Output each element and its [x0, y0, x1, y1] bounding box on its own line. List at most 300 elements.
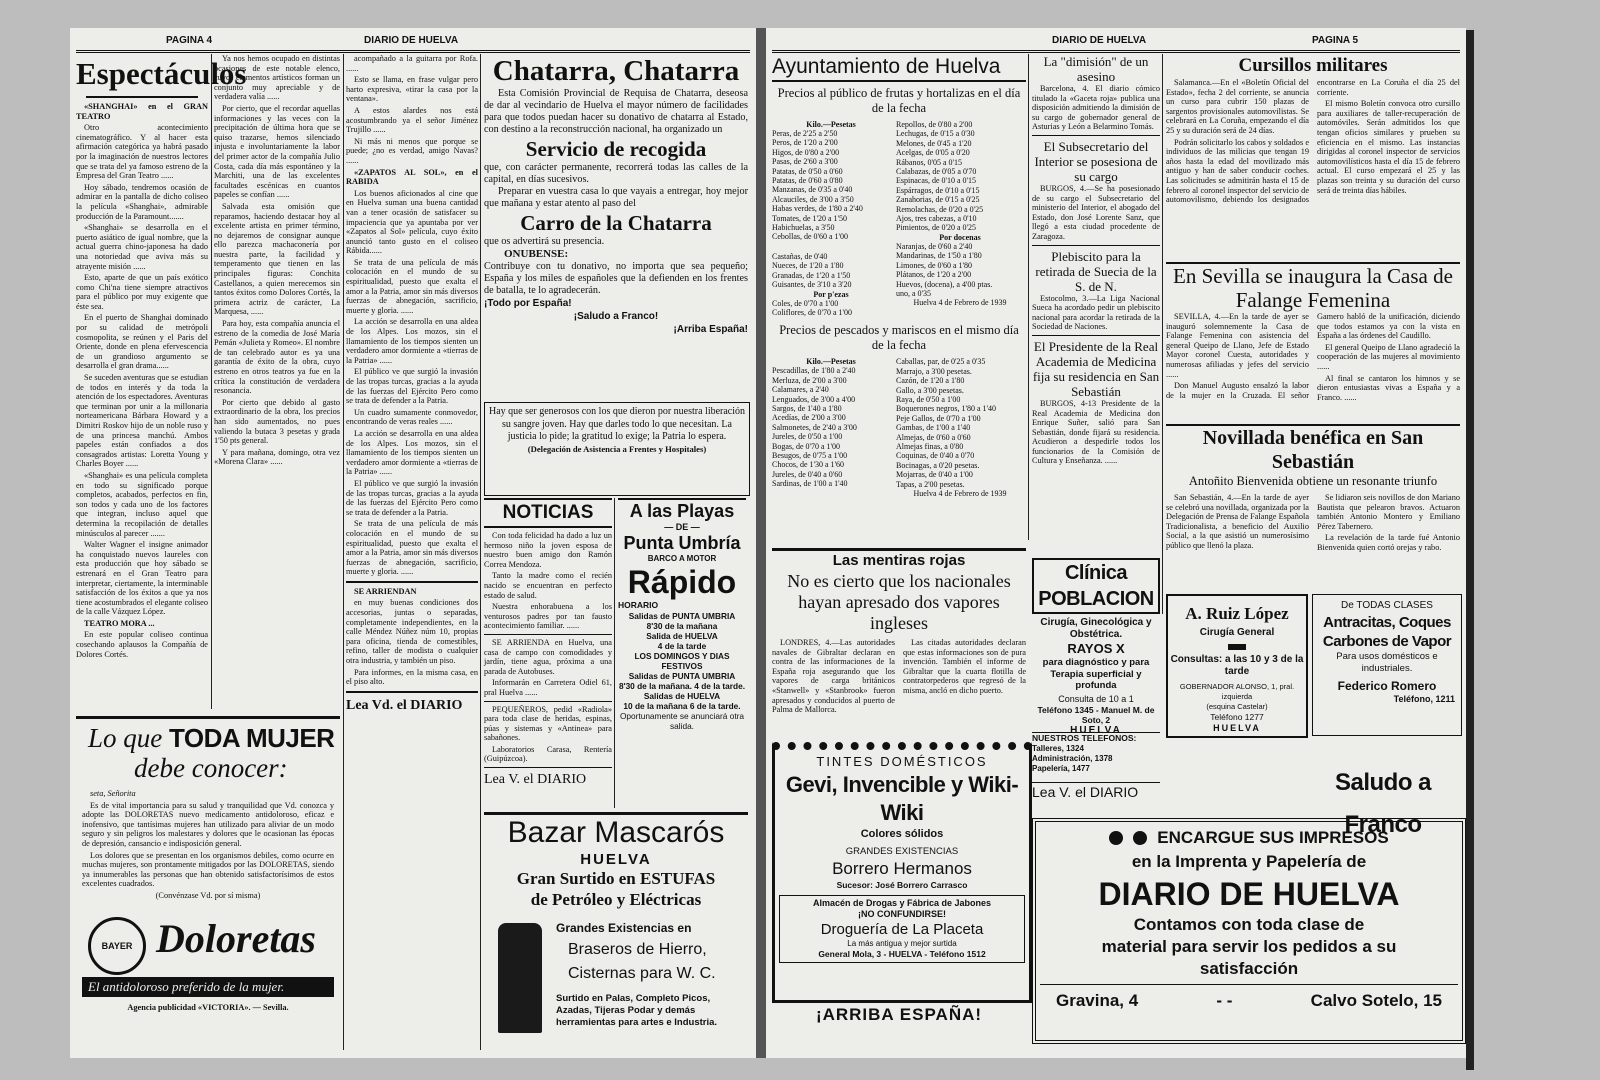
- noticias-paragraph: Laboratorios Carasa, Rentería (Guipúzcoa).: [484, 744, 612, 764]
- novillada-paragraph: La revelación de la tarde fué Antonio Bienvenida quien cortó orejas y rabo.: [1317, 533, 1460, 552]
- col3-paragraph: en muy buenas condiciones dos accesorias, juntas o separadas, completamente independientes, en la calle Méndez Núñez núm 10, propias para oficina, tienda de comestibles, refino, taller de modista o cualquier otra industria, y también un piso.: [346, 598, 478, 666]
- playas-de: — DE —: [664, 522, 700, 532]
- esp-paragraph: «Shanghai» se desarrolla en el puerto asiático de igual nombre, que la actual guerra chino-japonesa ha dado una notoriedad que aviva más su atrayente misión ......: [76, 223, 208, 271]
- esp-paragraph: En el puerto de Shanghai dominado por su calidad de metrópoli cosmopolita, se reúnen y el Paris del Oriente, donde en plena efervescencia de un grandioso argumento se desarrolla el gran drama......: [76, 313, 208, 371]
- ad-paragraph: Es de vital importancia para su salud y tranquilidad que Vd. conozca y adopte las DOLORETAS nuevo medicamento antidoloroso, eficaz e inofensivo, que tantísimas mujeres han utilizado para aliviar de un modo seguro y sin peligros los malestares y dolores que le ocasionan las épocas de depresión, cansancio e indisposición general.: [82, 800, 334, 848]
- price-row: Besugos, de 0'75 a 1'00: [772, 450, 848, 460]
- mas-antigua: La más antigua y mejor surtida: [847, 939, 957, 948]
- clinica-line: para diagnóstico y para Terapia superficial y profunda: [1042, 657, 1150, 691]
- clinica-ad: [1032, 558, 1160, 736]
- ayuntamiento-prices: [772, 54, 1026, 540]
- price-row: Acedías, de 2'00 a 3'00: [772, 413, 846, 423]
- frutas-left-list: [772, 129, 890, 242]
- esp-paragraph: Salvada esta omisión que reparamos, haciendo destacar hoy al excelente artista en primer término, no dejaremos de consignar aunque ello parezca machaconería por nuestra parte, la facilidad y temperamento que tienen en las principales figuras: Conchita Castellanos, a quien merecemos sin tantos éxitos como Dolores Cortés, la primera actriz de carácter, La Marquesa, ......: [214, 201, 340, 317]
- clinica-line: Teléfono 1345 - Manuel M. de Soto, 2: [1037, 704, 1155, 725]
- frutas-col-left: [772, 120, 890, 317]
- price-row: uno, a 0'35: [896, 288, 931, 298]
- cursillos-body: [1166, 78, 1460, 205]
- noticias-paragraph: Nuestra enhorabuena a los venturosos padres por tan fausto acontecimiento familiar. ......: [484, 602, 612, 631]
- antracitas-ad: [1312, 594, 1462, 736]
- esp-paragraph: Esto, aparte de que un país exótico como Chi'na tiene siempre atractivos para el público por muy exigente que éste sea.: [76, 273, 208, 311]
- price-row: Habichuelas, a 3'50: [772, 223, 835, 233]
- lea-diario: Lea Vd. el DIARIO: [346, 697, 463, 713]
- frutas-title: Precios al público de frutas y hortalizas en el día de la fecha: [777, 86, 1021, 115]
- bazar-city: HUELVA: [580, 851, 652, 868]
- noticias-column: [484, 498, 612, 810]
- price-row: Peje Gallos, de 0'70 a 1'00: [896, 413, 981, 423]
- zapatos-head: «ZAPATOS AL SOL», en el RABIDA: [346, 167, 478, 187]
- mentiras-title: Las mentiras rojas: [832, 552, 966, 569]
- carro-heading: Carro de la Chatarra: [520, 211, 712, 235]
- column-rule: [614, 498, 615, 808]
- lea-diario: Lea V. el DIARIO: [484, 772, 587, 788]
- esp-paragraph: Y para mañana, domingo, otra vez «Morena Clara» ......: [214, 447, 340, 467]
- impresos-name: DIARIO DE HUELVA: [1098, 876, 1400, 912]
- novillada-paragraph: San Sebastián, 4.—En la tarde de ayer se celebró una novillada, organizada por la Delegación de Prensa de Falange Española Tradicionalista, a beneficio del Auxilio Social, a la que asistió un numerosísimo público que llenó la plaza.: [1166, 493, 1309, 550]
- price-row: Mojarras, de 0'40 a 1'00: [896, 470, 973, 480]
- price-row: Naranjas, de 0'60 a 2'40: [896, 241, 973, 251]
- pescados-title: Precios de pescados y mariscos en el mismo día de la fecha: [779, 323, 1019, 353]
- ad-greeting: seta, Señorita: [90, 789, 136, 798]
- novillada-subtitle: Antoñito Bienvenida obtiene un resonante triunfo: [1188, 474, 1438, 488]
- doloretas-ad: [76, 716, 340, 1053]
- horario-line: Salidas de HUELVA: [643, 691, 721, 701]
- ad-tagline: El antidoloroso preferido de la mujer.: [82, 977, 334, 997]
- noticias-paragraph: PEQUEÑEROS, pedid «Radiola» para toda clase de heridas, espinas, púas y sistemas y «Antinea» para sabañones.: [484, 704, 612, 743]
- col3-paragraph: El público ve que surgió la invasión de las tropas turcas, gracias a la ayuda de las fuerzas del Ejército Pero como se trata de defender a la Patria.: [346, 478, 478, 517]
- arriba-espana: ¡ARRIBA ESPAÑA!: [815, 1005, 983, 1024]
- sevilla-title: En Sevilla se inaugura la Casa de Falange Femenina: [1173, 264, 1453, 312]
- price-row: Bocinagas, a 0'20 pesetas.: [896, 460, 980, 470]
- scan-left-margin: [0, 0, 70, 1080]
- bayer-cross-logo: [88, 917, 146, 975]
- column-rule: [1028, 54, 1029, 540]
- tintes-ad: [772, 742, 1032, 1003]
- playas-title: A las Playas: [629, 501, 735, 521]
- ad-agency: Agencia publicidad «VICTORIA». — Sevilla.: [127, 1003, 289, 1012]
- price-row: Coquinas, de 0'40 a 0'70: [896, 451, 975, 461]
- price-row: Gambas, de 1'00 a 1'40: [896, 423, 971, 433]
- column-rule: [211, 54, 212, 709]
- col3-paragraph: A estos alardes nos está acostumbrando ya el señor Jiménez Trujillo ......: [346, 105, 478, 135]
- price-row: Boquerones negros, 1'80 a 1'40: [896, 404, 996, 414]
- ruiz-lopez-ad: [1166, 594, 1308, 738]
- generosos-signature: (Delegación de Asistencia a Frentes y Hospitales): [527, 443, 707, 454]
- espectaculos-column: [76, 54, 247, 709]
- ruiz-city: HUELVA: [1213, 723, 1261, 733]
- rule: [1032, 335, 1160, 336]
- esp-paragraph: Por cierto que debido al gasto extraordinario de la obra, los precios han sido aumentados, no pues valiendo la butaca 3 pesetas y grada 1'50 pts general.: [214, 397, 340, 446]
- dimision-body: Barcelona, 4. El diario cómico titulado la «Gaceta roja» publica una disposición admitiendo la dimisión de su cargo de gobernador general de Asturias y León a Belarmino Tomás.: [1032, 84, 1160, 132]
- price-row: Calabazas, de 0'05 a 0'70: [896, 167, 977, 177]
- impresos-address: [1040, 984, 1458, 1013]
- mentiras-paragraph: LONDRES, 4.—Las autoridades navales de Gibraltar declaran en contra de las informaciones de la España roja asegurando que los vapores de carga británicos «Stanwell» y «Stanbrook» fueron apresados y conducidos al puerto de Palma de Mallorca.: [772, 638, 895, 715]
- chatarra-notice: [484, 54, 748, 394]
- impresos-line3: Contamos con toda clase de: [1133, 915, 1365, 934]
- novillada-paragraph: Se lidiaron seis novillos de don Mariano Bautista que pelearon bravos. Actuaron también Antonio Montero y Emiliano Pérez Tabernero.: [1317, 493, 1460, 531]
- todo-por-espana: ¡Todo por España!: [484, 298, 572, 309]
- page-edge: [1466, 30, 1474, 1070]
- price-row: Peros, de 1'20 a 2'00: [772, 138, 838, 148]
- spacer: [772, 242, 890, 252]
- col3-paragraph: Esto se llama, en frase vulgar pero harto expresiva, «tirar la casa por la ventana».: [346, 75, 478, 104]
- price-row: Chocos, de 1'30 a 1'60: [772, 460, 844, 470]
- doloretas-brand: Doloretas: [156, 916, 316, 961]
- frutas-col-right: [896, 120, 1024, 317]
- tintes-brands: Gevi, Invencible y Wiki-Wiki: [785, 772, 1019, 825]
- sevilla-article: [1166, 262, 1460, 402]
- pescados-col-left: [772, 357, 890, 498]
- price-row: Sargos, de 1'40 a 1'80: [772, 403, 842, 413]
- rayos-x: RAYOS X: [1067, 641, 1125, 656]
- price-row: Peras, de 2'25 a 2'50: [772, 129, 838, 138]
- rule: [484, 767, 612, 768]
- docenas-head: Por docenas: [939, 232, 981, 242]
- price-row: Patatas, de 0'50 a 0'60: [772, 166, 843, 176]
- bazar-line: de Petróleo y Eléctricas: [530, 890, 702, 909]
- frutas-table: [772, 120, 1026, 317]
- bazar-title: Bazar Mascarós: [507, 816, 725, 849]
- ruiz-consultas: Consultas: a las 10 y 3 de la tarde: [1170, 654, 1304, 677]
- price-row: Almejas, de 0'60 a 0'60: [896, 432, 971, 442]
- col3-paragraph: Se trata de una película de más colocación en el mundo de su espiritualidad, puesto que exalta el amor a la Patria, amor sin más diversos fuerzas de abnegación, sacrificio, muerte y gloria. ......: [346, 257, 478, 315]
- antracitas-line: Para usos domésticos e industriales.: [1336, 651, 1438, 674]
- mentiras-paragraph: Las citadas autoridades declaran que estas informaciones son de pura invención. También el informe de Gibraltar que la cuarta flotilla de contratorpederos que regresó de la misma, ancló en dicho puerto.: [903, 638, 1026, 695]
- chatarra-body: Contribuye con tu donativo, no importa que sea pequeño; España y los miles de españoles que la defienden en los frentes de batalla, te lo agradecerán.: [484, 261, 748, 296]
- price-row: Higos, de 0'80 a 2'00: [772, 147, 840, 157]
- price-row: Huevos, (docena), a 4'00 ptas.: [896, 279, 993, 289]
- clinica-city: HUELVA: [1070, 724, 1122, 736]
- price-row: Salmonetes, de 2'40 a 3'00: [772, 422, 857, 432]
- price-row: Cazón, de 1'20 a 1'80: [896, 376, 965, 386]
- price-row: Remolachas, de 0'20 a 0'25: [896, 204, 984, 214]
- sevilla-paragraph: Al final se cantaron los himnos y se dieron entusiastas vivas a España y a Franco. ......: [1317, 373, 1460, 402]
- price-row: Coliflores, de 0'70 a 1'00: [772, 307, 852, 317]
- tintes-colores: Colores sólidos: [860, 828, 944, 840]
- noticias-title: NOTICIAS: [484, 500, 612, 528]
- left-page: [70, 28, 756, 1058]
- tintes-address: General Mola, 3 - HUELVA - Teléfono 1512: [818, 949, 986, 959]
- noticias-paragraph: Tanto la madre como el recién nacido se encuentran en perfecto estado de salud.: [484, 571, 612, 600]
- price-row: Acelgas, de 0'05 a 0'20: [896, 148, 970, 158]
- ayuntamiento-title: Ayuntamiento de Huelva: [772, 54, 1026, 82]
- sevilla-paragraph: Don Manuel Augusto ensalzó la labor de la mujer en la Cruzada. El señor Gamero habló de la unificación, diciendo que todos estamos ya con la vista en España a las órdenes del Caudillo.: [1166, 312, 1460, 400]
- espectaculos-column-2: [214, 54, 340, 709]
- frutas-right-list: [896, 120, 1024, 233]
- horario-line: 4 de la tarde: [657, 641, 707, 651]
- col3-paragraph: Ni más ni menos que porque se puede; ¿no es verdad, amigo Navas? ......: [346, 136, 478, 165]
- se-arriendan-head: SE ARRIENDAN: [354, 586, 417, 596]
- rule: [484, 701, 612, 702]
- bullet-icon: [1109, 831, 1123, 845]
- dimision-title: La "dimisión" de un asesino: [1043, 54, 1149, 84]
- cursillos-paragraph: El mismo Boletín convoca otro cursillo para auxiliares de taller-recuperación de automóviles. Serán admitidos los que tengan oficios similares y prueben su eficiencia en el mismo. Las instancias dirigidas al coronel inspector de servicios automovilísticos hasta el día 15 de febrero actual. El curso empezará el 25 y las plazas son treinta y su duración del curso será de treinta días hábiles.: [1317, 99, 1460, 195]
- ruiz-specialty: Cirugía General: [1199, 627, 1275, 638]
- clinica-line: Consulta de 10 a 1: [1058, 693, 1134, 704]
- horario: HORARIO: [618, 600, 659, 610]
- price-row: Merluza, de 2'00 a 3'00: [772, 375, 847, 385]
- column-rule: [480, 54, 481, 1050]
- bazar-ad: [484, 812, 748, 1045]
- telefono-line: Administración, 1378: [1032, 754, 1113, 763]
- price-row: Alcauciles, de 3'00 a 3'50: [772, 194, 854, 204]
- price-row: Almejas finas, a 0'80: [896, 441, 964, 451]
- right-page: [766, 28, 1466, 1058]
- page-label: PAGINA 5: [1312, 35, 1359, 46]
- price-row: Lechugas, de 0'15 a 0'30: [896, 129, 975, 139]
- col3-paragraph: El público ve que surgió la invasión de las tropas turcas, gracias a la ayuda de las fuerzas del Ejército Pero como se trata de defender a la Patria.: [346, 367, 478, 406]
- horario-line: 8'30 de la mañana. 4 de la tarde.: [618, 681, 746, 691]
- paper-name: DIARIO DE HUELVA: [1052, 35, 1147, 46]
- chatarra-body: Preparar en vuestra casa lo que vayais a entregar, hoy mejor que mañana y estar atento al paso del: [484, 186, 748, 209]
- antracitas-line: Antracitas, Coques: [1323, 614, 1451, 631]
- esp-paragraph: Walter Wagner el insigne animador ha conquistado nuevos laureles con esta producción que hoy sábado se estrenará en el Gran Teatro para interpretar, ciertamente, la interminable satisfacción de los éxitos a que ya nos tiene acostumbrados el elegante coliseo de la calle Vázquez López.: [76, 540, 208, 617]
- antracitas-name: Federico Romero: [1337, 679, 1437, 693]
- kilo-head: Kilo.—Pesetas: [806, 120, 856, 129]
- clinica-title: Clínica POBLACION: [1032, 558, 1160, 614]
- col3-paragraph: La acción se desarrolla en una aldea de los Alpes. Los mozos, sin el llamamiento de los tiempos sienten un verdadero amor dormiente a «tierras de la Patria» ......: [346, 428, 478, 477]
- ad-body: [76, 789, 340, 901]
- piezas-list: [772, 299, 890, 318]
- fecha: Huelva 4 de Febrero de 1939: [913, 298, 1007, 308]
- address-gravina: Gravina, 4: [1056, 991, 1139, 1010]
- presidente-title: El Presidente de la Real Academia de Medicina fija su residencia en San Sebastián: [1032, 338, 1160, 399]
- chatarra-body: que, con carácter permanente, recorrerá todas las calles de la capital, en días sucesivos.: [484, 162, 748, 185]
- telefonos-title: NUESTROS TELEFONOS:: [1032, 733, 1137, 743]
- rule: [1032, 245, 1160, 246]
- novillada-title: Novillada benéfica en San Sebastián: [1202, 427, 1424, 473]
- tintes-almacen: Almacén de Drogas y Fábrica de Jabones: [812, 898, 992, 908]
- sevilla-paragraph: SEVILLA, 4.—En la tarde de ayer se inauguró solemnemente la Casa de Falange Femenina con asistencia del general Queipo de Llano, Jefe de Estado Mayor coronel Cuesta, autoridades y numerosas afiliadas y jefes del servicio ......: [1166, 312, 1309, 379]
- drogueria-box: [779, 895, 1025, 963]
- address-calvo-sotelo: Calvo Sotelo, 15: [1310, 991, 1442, 1010]
- encargue-text: ENCARGUE SUS IMPRESOS: [1157, 828, 1389, 847]
- news-column-3: [346, 54, 478, 1044]
- ad-convenzase: (Convénzase Vd. por sí misma): [155, 890, 261, 900]
- price-row: Raya, de 0'50 a 1'00: [896, 394, 961, 404]
- novillada-article: [1166, 424, 1460, 588]
- right-header: [772, 32, 1460, 53]
- price-row: Mandarinas, de 1'50 a 1'80: [896, 251, 982, 261]
- plebiscito-title: Plebiscito para la retirada de Suecia de la S. de N.: [1035, 248, 1157, 294]
- title-rule: [86, 96, 198, 98]
- ad-paragraph: Los dolores que se presentan en los organismos debiles, como ocurre en muchas mujeres, son prontamente mitigados por las DOLORETAS, siendo ya innumerables las personas que han obtenido satisfactorísimos de estos excelentes cuadrados.: [82, 850, 334, 889]
- left-header: [76, 32, 750, 53]
- kilo-head: Kilo.—Pesetas: [806, 357, 856, 367]
- stove-illustration: [498, 923, 542, 1033]
- subsecretario-title: El Subsecretario del Interior se posesiona de su cargo: [1034, 138, 1158, 184]
- impresos-line4: material para servir los pedidos a su satisfacción: [1101, 937, 1397, 978]
- ruiz-name: A. Ruiz López: [1185, 604, 1289, 623]
- column-rule: [1162, 54, 1163, 614]
- price-row: Lenguados, de 3'00 a 4'00: [772, 394, 856, 404]
- barco-motor: BARCO A MOTOR: [647, 554, 717, 563]
- cursillos-paragraph: Podrán solicitarlo los cabos y soldados e individuos de las milicias que tengan 19 años hasta la edad del movilizado más antiguo y han de saber conducir coches. Las solicitudes se admitirán hasta el 15 de febrero al coronel inspector del servicio de automovilismo, debiendo los designados encontrarse en La Coruña el día 25 del corriente.: [1166, 78, 1460, 205]
- rule: [484, 634, 612, 635]
- col3-paragraph: La acción se desarrolla en una aldea de los Alpes. Los mozos, sin el llamamiento de los tiempos sienten un verdadero amor dormiente a «tierras de la Patria» ......: [346, 317, 478, 365]
- punta-umbria: Punta Umbría: [623, 533, 741, 553]
- sevilla-paragraph: El general Queipo de Llano agradeció la cooperación de las mujeres al movimiento ......: [1317, 342, 1460, 371]
- subsecretario-body: BURGOS, 4.—Se ha posesionado de su cargo el Subsecretario del ministerio del Interior, el abogado del Estado, don José Lorente Sanz, que llegó a esta ciudad procedente de Zaragoza.: [1032, 183, 1160, 241]
- price-row: Zanahorias, de 0'15 a 0'25: [896, 195, 980, 205]
- impresos-line1: [1040, 826, 1458, 850]
- price-row: Repollos, de 0'80 a 2'00: [896, 120, 973, 129]
- rule: [346, 581, 478, 583]
- price-row: Espinacas, de 0'10 a 0'15: [896, 176, 976, 186]
- piezas-head: Por p'ezas: [813, 289, 849, 299]
- antracitas-top: De TODAS CLASES: [1341, 600, 1433, 611]
- col3-paragraph: acompañado a la guitarra por Rofa. ......: [346, 54, 478, 73]
- cursillos-paragraph: Salamanca.—En el «Boletín Oficial del Estado», fecha 2 del corriente, se anuncia un curso para cubrir 150 plazas de sargentos provisionales automovilistas. Se celebrará en La Coruña, empezando el día 25 y su duración será de 24 días.: [1166, 78, 1309, 135]
- price-row: Jureles, de 0'50 a 1'00: [772, 432, 843, 442]
- price-row: Gallo, a 3'00 pesetas.: [896, 385, 964, 395]
- bullet-icon: [1133, 831, 1147, 845]
- sevilla-body: [1166, 312, 1460, 402]
- col3-paragraph: Para informes, en la misma casa, en el piso alto.: [346, 667, 478, 687]
- saludo-franco: Saludo a Franco: [1334, 769, 1432, 838]
- ruiz-divider: [1228, 644, 1246, 650]
- rule: [346, 691, 478, 693]
- price-row: Granadas, de 1'20 a 1'50: [772, 270, 851, 280]
- price-row: Pasas, de 2'60 a 3'00: [772, 157, 838, 167]
- price-row: Sardinas, de 1'00 a 1'40: [772, 479, 848, 489]
- pescados-col-right: [896, 357, 1024, 498]
- price-row: Cebollas, de 0'60 a 1'00: [772, 232, 848, 242]
- telefono-line: Papelería, 1477: [1032, 764, 1090, 773]
- horario-line: Salidas de PUNTA UMBRIA: [628, 611, 736, 621]
- price-row: Habas verdes, de 1'80 a 2'40: [772, 204, 863, 214]
- servicio-heading: Servicio de recogida: [525, 137, 707, 161]
- mentiras-headline: No es cierto que los nacionales hayan apresado dos vapores ingleses: [787, 571, 1011, 633]
- horario-line: 8'30 de la mañana: [646, 621, 718, 631]
- antracitas-line: Carbones de Vapor: [1322, 633, 1452, 650]
- horario-line: 10 de la mañana 6 de la tarde.: [623, 701, 741, 711]
- tintes-title: TINTES DOMÉSTICOS: [816, 754, 988, 769]
- price-row: Espárragos, de 0'10 a 0'15: [896, 185, 980, 195]
- saludo-franco: ¡Saludo a Franco!: [573, 311, 659, 322]
- drogueria-name: Droguería de La Placeta: [820, 921, 984, 938]
- esp-paragraph: Hoy sábado, tendremos ocasión de admirar en la pantalla de dicho coliseo la película «Shanghai», admirable producción de la Paramount.......: [76, 182, 208, 221]
- impresos-ad: [1032, 818, 1466, 1044]
- page-label: PAGINA 4: [166, 35, 213, 46]
- ruiz-telefono: Teléfono 1277: [1210, 712, 1264, 722]
- ad-headline: [76, 723, 340, 753]
- dash: - -: [1216, 991, 1233, 1010]
- arriba-espana: ¡Arriba España!: [673, 324, 748, 335]
- paper-name: DIARIO DE HUELVA: [364, 35, 459, 46]
- noticias-paragraph: Con toda felicidad ha dado a luz un hermoso niño la joven esposa de nuestro buen amigo don Ramón Correa Mendoza.: [484, 531, 612, 569]
- esp-paragraph: Ya nos hemos ocupado en distintas ocasiones de este notable elenco, cuyos elementos artísticos forman un conjunto muy apreciable y de verdadera valía ......: [214, 54, 340, 102]
- horario-line: Oportunamente se anunciará otra salida.: [619, 711, 745, 731]
- price-row: Coles, de 0'70 a 1'00: [772, 298, 839, 308]
- esp-paragraph: Otro acontecimiento cinematográfico. Y al hacer esta afirmación categórica ya habrá pasado por la imaginación de nuestros lectores que se trata del ya famoso estreno de la Empresa del Gran Teatro ......: [76, 123, 208, 181]
- price-row: Guisantes, de 3'10 a 3'20: [772, 280, 852, 290]
- price-row: Nueces, de 1'20 a 1'80: [772, 261, 844, 271]
- col3-paragraph: Los buenos aficionados al cine que en Huelva suman una buena cantidad van a tener ocasión de satisfacer su impaciencia que ya apuntaba por ver «Zapatos al Sol» película, cuyo éxito anunció tanto gusto en el coliseo Rábida......: [346, 188, 478, 256]
- lea-diario: Lea V. el DIARIO: [1032, 782, 1160, 801]
- onubense: ONUBENSE:: [504, 248, 569, 260]
- tintes-sucesor: Sucesor: José Borrero Carrasco: [836, 880, 968, 890]
- col3-paragraph: Se trata de una película de más colocación en el mundo de su espiritualidad, puesto que exalta el amor a la Patria, amor sin más diversos fuerzas de abnegación, sacrificio, muerte y gloria. ......: [346, 519, 478, 577]
- rule: [1032, 135, 1160, 136]
- noticias-paragraph: Informarán en Carretera Odiel 61, pral Huelva ......: [484, 678, 612, 697]
- price-row: Melones, de 0'45 a 1'20: [896, 138, 972, 148]
- borrero-hermanos: Borrero Hermanos: [832, 859, 972, 878]
- price-row: Tapas, a 2'00 pesetas.: [896, 479, 965, 489]
- price-row: Manzanas, de 0'35 a 0'40: [772, 185, 853, 195]
- espectaculos-title: Espectáculos: [76, 56, 247, 91]
- headline-part: Lo que: [88, 723, 163, 753]
- horario-line: LOS DOMINGOS Y DIAS FESTIVOS: [634, 651, 730, 671]
- price-row: Calamares, a 2'40: [772, 385, 829, 395]
- presidente-body: BURGOS, 4-13 Presidente de la Real Academia de Medicina don Enrique Suñer, salió para San Sebastián, donde fijará su residencia. Acudieron a despedirle todos los funcionarios de la Comisión de Cultura y Enseñanza. ......: [1032, 398, 1160, 466]
- bayer-text: BAYER: [101, 941, 133, 951]
- docenas-list: [896, 242, 1024, 298]
- bazar-line: Braseros de Hierro,: [568, 941, 707, 958]
- price-row: Tomates, de 1'20 a 1'50: [772, 213, 847, 223]
- ad-headline-2: debe conocer:: [134, 753, 288, 783]
- tintes-existencias: GRANDES EXISTENCIAS: [845, 846, 959, 857]
- chatarra-body: que os advertirá su presencia.: [484, 236, 605, 247]
- esp-paragraph: Para hoy, esta compañía anuncia el estreno de la comedia de José María Pemán «Julieta y Romeo». El nombre de tan celebrado autor es ya una garantía de éxito de la obra, cuyo estreno en otros teatros ya fue en la crítica la constitución de verdadera resonancia.: [214, 319, 340, 396]
- mentiras-body: [772, 638, 1026, 715]
- noticias-paragraph: SE ARRIENDA en Huelva, una casa de campo con comodidades y jardín, tiene agua, próxima a una parada de Autobuses.: [484, 637, 612, 676]
- horario-list: [618, 611, 746, 731]
- no-confundirse: ¡NO CONFUNDIRSE!: [858, 909, 946, 919]
- fecha: Huelva 4 de Febrero de 1939: [913, 489, 1007, 498]
- cursillos-title: Cursillos militares: [1238, 55, 1388, 76]
- chatarra-title: Chatarra, Chatarra: [492, 55, 740, 87]
- esp-paragraph: Por cierto, que el recordar aquellas informaciones y las veces con la precipitación de última hora que se quiso trazarse, hemos silenciado injusta e involuntariamente la labor del primer actor de la compañía Julio Costa, cada día más espontáneo y la Marchiti, una de las excelentes facultades escénicas en cuantos papeles se confían ......: [214, 103, 340, 200]
- esp-paragraph: Se suceden aventuras que se estudian de todos en interés y da toda la atención de los espectadores. Aventuras que terminan por unir a la millonaria norteamericana Bárbara Howard y a Dimitri Roskov hijo de un noble ruso y de una princesa manchú. Ambos papeles están confiados a dos consagrados artistas: Loretta Young y Charles Boyer ......: [76, 373, 208, 469]
- price-row: Marrajo, a 3'00 pesetas.: [896, 366, 972, 376]
- playas-ad: [618, 498, 746, 810]
- mentiras-article: [772, 548, 1026, 739]
- impresos-line2: en la Imprenta y Papelería de: [1131, 852, 1367, 871]
- col3-paragraph: Un cuadro sumamente conmovedor, encontrando de veras reales ......: [346, 407, 478, 427]
- plebiscito-body: Estocolmo, 3.—La Liga Nacional Sueca ha acordado pedir un plebiscito nacional para acordar la retirada de la Sociedad de Naciones.: [1032, 293, 1160, 332]
- price-row: Caballas, par, de 0'25 a 0'35: [896, 357, 986, 367]
- novillada-body: [1166, 493, 1460, 554]
- telefono-line: Talleres, 1324: [1032, 744, 1084, 753]
- price-row: Limones, de 0'60 a 1'80: [896, 260, 972, 270]
- telefonos-box: [1032, 732, 1160, 813]
- bazar-line: Gran Surtido en ESTUFAS: [516, 869, 716, 888]
- esp-paragraph: En este popular coliseo continua cosechando aplausos la Compañía de Dolores Cortés.: [76, 630, 208, 659]
- news-column-right: [1032, 54, 1160, 540]
- price-row: Jureles, de 0'40 a 0'60: [772, 469, 843, 479]
- horario-line: Salida de HUELVA: [646, 631, 718, 641]
- column-rule: [343, 54, 344, 1050]
- scan-right-margin: [1466, 20, 1600, 1080]
- pescados-table: [772, 357, 1026, 498]
- price-row: Ajos, tres cabezas, a 0'10: [896, 214, 977, 224]
- price-row: Pimientos, de 0'20 a 0'25: [896, 223, 976, 233]
- rapido-name: Rápido: [627, 564, 737, 600]
- price-row: Bogas, de 0'70 a 1'00: [772, 441, 840, 451]
- chatarra-body: Esta Comisión Provincial de Requisa de Chatarra, deseosa de dar al vecindario de Huelva el mayor número de facilidades para que todos puedan hacer su donativo de chatarra al Estado, con destino a la reconstrucción nacional, ha organizado un: [484, 88, 748, 135]
- pescados-right-list: [896, 357, 1024, 489]
- price-row: Plátanos, de 1'20 a 2'00: [896, 270, 972, 280]
- bazar-line: Surtido en Palas, Completo Picos, Azadas, Tijeras Podar y demás herramientas para artes e Industria.: [556, 993, 718, 1028]
- antracitas-telefono: Teléfono, 1211: [1393, 694, 1455, 704]
- price-row: Patatas, de 0'60 a 0'80: [772, 176, 843, 186]
- esp-paragraph: «Shanghai» es una película completa en todo su significado porque completos, acabados, perfectos en fin, son todos y cada uno de los factores que integran, incluso aquel que determina la recopilación de detalles minúsculos al parecer .......: [76, 470, 208, 538]
- kilo-left2-list: [772, 252, 890, 290]
- bazar-line: Grandes Existencias en: [556, 921, 692, 935]
- bazar-line: Cisternas para W. C.: [568, 965, 716, 982]
- shanghai-head: «SHANGHAI» en el GRAN TEATRO: [76, 102, 208, 121]
